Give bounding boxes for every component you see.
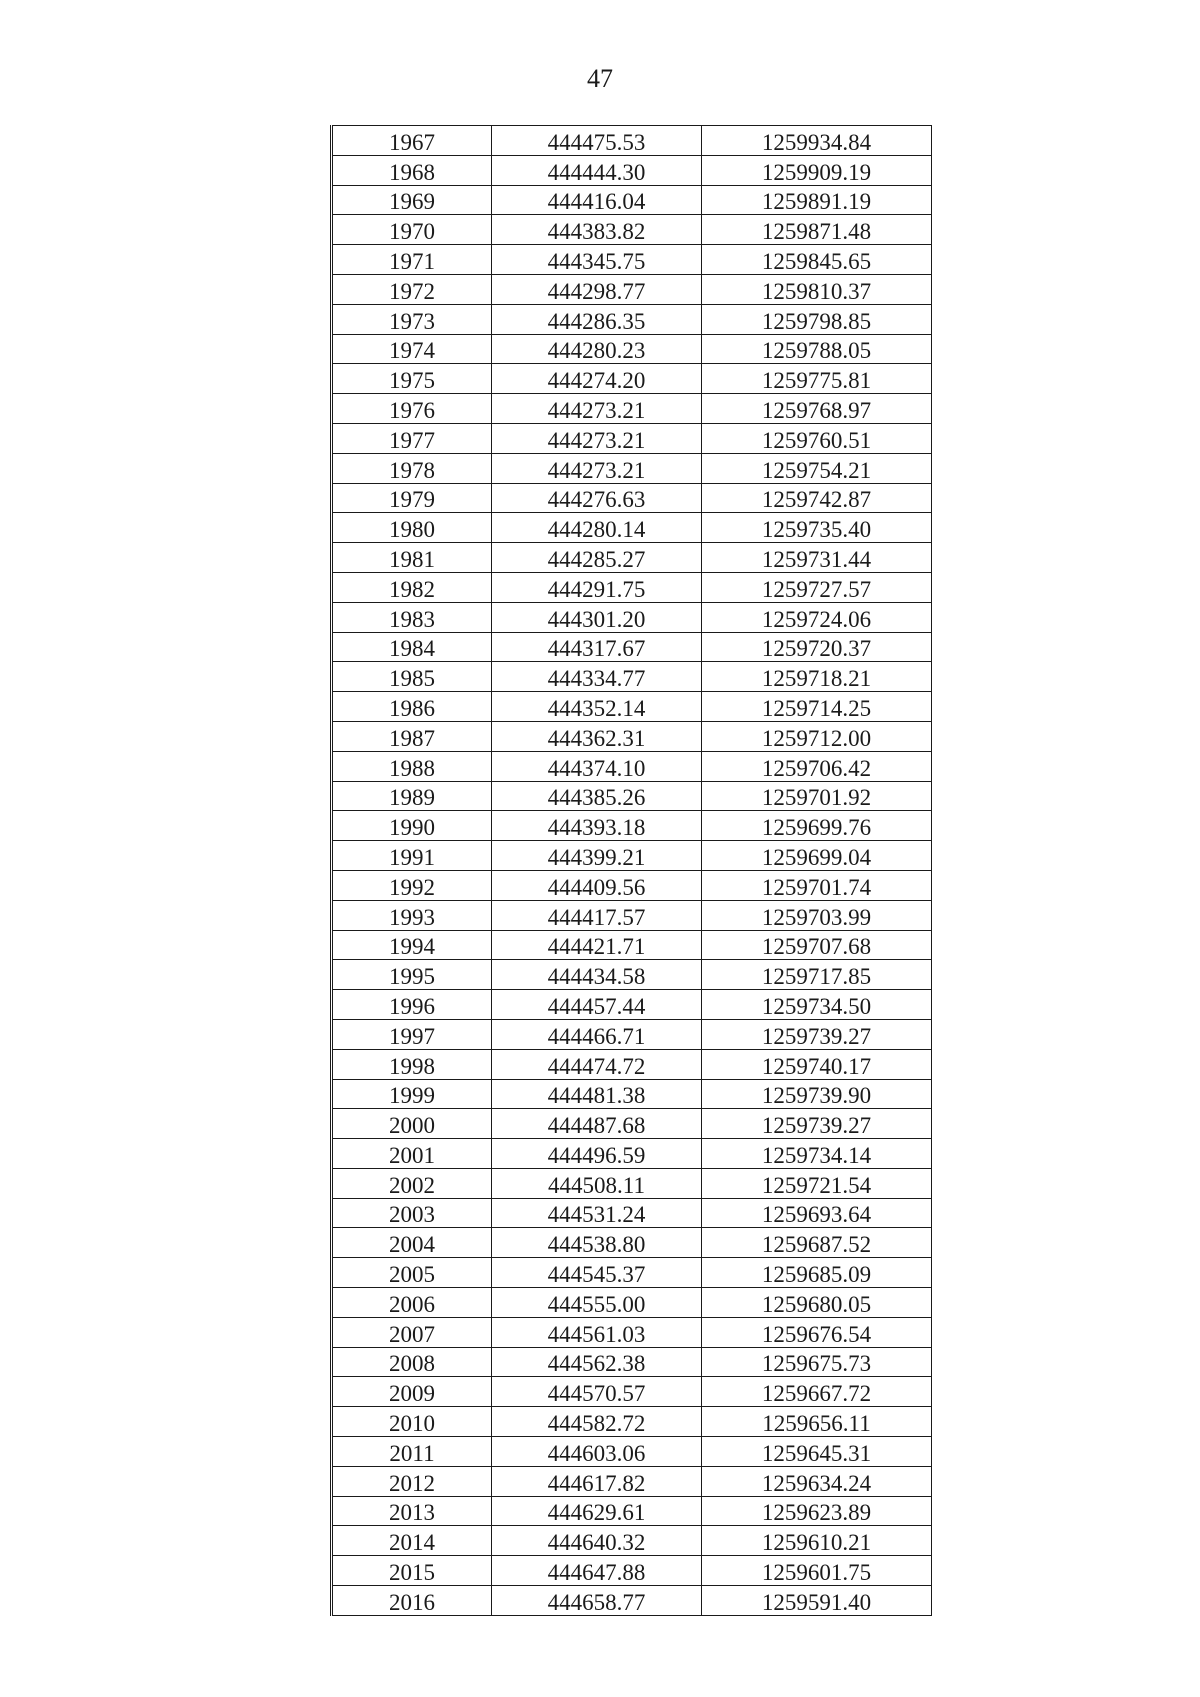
value-b-cell: 1259775.81 xyxy=(702,364,932,394)
value-a-cell: 444434.58 xyxy=(492,960,702,990)
year-cell: 1997 xyxy=(332,1019,492,1049)
table-row xyxy=(332,751,932,781)
year-cell: 1972 xyxy=(332,274,492,304)
value-a-cell: 444545.37 xyxy=(492,1258,702,1288)
table-row xyxy=(332,960,932,990)
year-cell: 1976 xyxy=(332,394,492,424)
table-row xyxy=(332,1168,932,1198)
value-a-cell: 444474.72 xyxy=(492,1049,702,1079)
table-row xyxy=(332,1347,932,1377)
year-cell: 1971 xyxy=(332,245,492,275)
value-a-cell: 444562.38 xyxy=(492,1347,702,1377)
table-row xyxy=(332,1377,932,1407)
year-cell: 1980 xyxy=(332,513,492,543)
value-a-cell: 444393.18 xyxy=(492,811,702,841)
value-b-cell: 1259685.09 xyxy=(702,1258,932,1288)
value-a-cell: 444317.67 xyxy=(492,632,702,662)
value-a-cell: 444466.71 xyxy=(492,1019,702,1049)
year-cell: 1995 xyxy=(332,960,492,990)
table-row xyxy=(332,721,932,751)
table-row xyxy=(332,334,932,364)
year-cell: 1990 xyxy=(332,811,492,841)
table-row xyxy=(332,1258,932,1288)
value-a-cell: 444417.57 xyxy=(492,900,702,930)
table-row xyxy=(332,185,932,215)
value-b-cell: 1259724.06 xyxy=(702,602,932,632)
year-cell: 2011 xyxy=(332,1437,492,1467)
table-row xyxy=(332,513,932,543)
table-row xyxy=(332,841,932,871)
value-b-cell: 1259676.54 xyxy=(702,1317,932,1347)
year-cell: 2000 xyxy=(332,1109,492,1139)
value-a-cell: 444617.82 xyxy=(492,1466,702,1496)
table-row xyxy=(332,304,932,334)
year-cell: 2012 xyxy=(332,1466,492,1496)
table-row xyxy=(332,1586,932,1616)
table-row xyxy=(332,781,932,811)
year-cell: 1983 xyxy=(332,602,492,632)
value-b-cell: 1259707.68 xyxy=(702,930,932,960)
value-b-cell: 1259891.19 xyxy=(702,185,932,215)
table-row xyxy=(332,394,932,424)
year-cell: 1979 xyxy=(332,483,492,513)
value-b-cell: 1259721.54 xyxy=(702,1168,932,1198)
value-b-cell: 1259667.72 xyxy=(702,1377,932,1407)
value-b-cell: 1259735.40 xyxy=(702,513,932,543)
year-cell: 2004 xyxy=(332,1228,492,1258)
year-cell: 1989 xyxy=(332,781,492,811)
year-cell: 1993 xyxy=(332,900,492,930)
table-row xyxy=(332,990,932,1020)
value-a-cell: 444582.72 xyxy=(492,1407,702,1437)
year-cell: 1974 xyxy=(332,334,492,364)
year-cell: 2016 xyxy=(332,1586,492,1616)
value-a-cell: 444301.20 xyxy=(492,602,702,632)
value-b-cell: 1259680.05 xyxy=(702,1288,932,1318)
value-a-cell: 444487.68 xyxy=(492,1109,702,1139)
year-cell: 1981 xyxy=(332,543,492,573)
table-row xyxy=(332,364,932,394)
value-a-cell: 444481.38 xyxy=(492,1079,702,1109)
table-row xyxy=(332,632,932,662)
table-row xyxy=(332,1407,932,1437)
table-row xyxy=(332,126,932,156)
value-b-cell: 1259739.27 xyxy=(702,1019,932,1049)
value-b-cell: 1259740.17 xyxy=(702,1049,932,1079)
value-b-cell: 1259720.37 xyxy=(702,632,932,662)
table-row xyxy=(332,811,932,841)
value-a-cell: 444629.61 xyxy=(492,1496,702,1526)
table-row xyxy=(332,1466,932,1496)
table-row xyxy=(332,692,932,722)
value-a-cell: 444362.31 xyxy=(492,721,702,751)
table-row xyxy=(332,245,932,275)
year-cell: 1998 xyxy=(332,1049,492,1079)
value-b-cell: 1259754.21 xyxy=(702,453,932,483)
value-b-cell: 1259717.85 xyxy=(702,960,932,990)
year-cell: 2009 xyxy=(332,1377,492,1407)
year-cell: 1985 xyxy=(332,662,492,692)
year-cell: 1996 xyxy=(332,990,492,1020)
year-cell: 1982 xyxy=(332,572,492,602)
value-b-cell: 1259693.64 xyxy=(702,1198,932,1228)
value-a-cell: 444640.32 xyxy=(492,1526,702,1556)
value-a-cell: 444603.06 xyxy=(492,1437,702,1467)
value-a-cell: 444555.00 xyxy=(492,1288,702,1318)
value-b-cell: 1259760.51 xyxy=(702,423,932,453)
table-row xyxy=(332,1317,932,1347)
value-a-cell: 444444.30 xyxy=(492,155,702,185)
table-row xyxy=(332,870,932,900)
value-b-cell: 1259845.65 xyxy=(702,245,932,275)
table-body xyxy=(332,126,932,1616)
value-a-cell: 444385.26 xyxy=(492,781,702,811)
year-cell: 1978 xyxy=(332,453,492,483)
value-b-cell: 1259706.42 xyxy=(702,751,932,781)
value-b-cell: 1259909.19 xyxy=(702,155,932,185)
year-cell: 2008 xyxy=(332,1347,492,1377)
table-row xyxy=(332,930,932,960)
value-b-cell: 1259734.50 xyxy=(702,990,932,1020)
value-b-cell: 1259703.99 xyxy=(702,900,932,930)
table-row xyxy=(332,274,932,304)
value-b-cell: 1259601.75 xyxy=(702,1556,932,1586)
table-row xyxy=(332,900,932,930)
value-a-cell: 444538.80 xyxy=(492,1228,702,1258)
year-cell: 2015 xyxy=(332,1556,492,1586)
value-b-cell: 1259742.87 xyxy=(702,483,932,513)
value-a-cell: 444285.27 xyxy=(492,543,702,573)
table-row xyxy=(332,453,932,483)
year-cell: 1986 xyxy=(332,692,492,722)
table-row xyxy=(332,1019,932,1049)
year-cell: 2003 xyxy=(332,1198,492,1228)
value-a-cell: 444374.10 xyxy=(492,751,702,781)
year-cell: 1973 xyxy=(332,304,492,334)
year-cell: 2013 xyxy=(332,1496,492,1526)
table-row xyxy=(332,543,932,573)
value-b-cell: 1259810.37 xyxy=(702,274,932,304)
table-row xyxy=(332,1526,932,1556)
table-row xyxy=(332,1109,932,1139)
value-b-cell: 1259610.21 xyxy=(702,1526,932,1556)
value-b-cell: 1259734.14 xyxy=(702,1139,932,1169)
year-cell: 1967 xyxy=(332,126,492,156)
year-cell: 2005 xyxy=(332,1258,492,1288)
value-b-cell: 1259591.40 xyxy=(702,1586,932,1616)
value-b-cell: 1259871.48 xyxy=(702,215,932,245)
year-cell: 2006 xyxy=(332,1288,492,1318)
table-row xyxy=(332,1437,932,1467)
year-cell: 1968 xyxy=(332,155,492,185)
value-a-cell: 444496.59 xyxy=(492,1139,702,1169)
value-b-cell: 1259727.57 xyxy=(702,572,932,602)
value-a-cell: 444508.11 xyxy=(492,1168,702,1198)
value-a-cell: 444291.75 xyxy=(492,572,702,602)
table-row xyxy=(332,1556,932,1586)
value-b-cell: 1259718.21 xyxy=(702,662,932,692)
value-a-cell: 444345.75 xyxy=(492,245,702,275)
table-row xyxy=(332,215,932,245)
table-row xyxy=(332,483,932,513)
year-cell: 2014 xyxy=(332,1526,492,1556)
value-a-cell: 444475.53 xyxy=(492,126,702,156)
value-b-cell: 1259687.52 xyxy=(702,1228,932,1258)
page-number: 47 xyxy=(587,64,613,93)
value-b-cell: 1259739.90 xyxy=(702,1079,932,1109)
value-a-cell: 444647.88 xyxy=(492,1556,702,1586)
value-a-cell: 444409.56 xyxy=(492,870,702,900)
value-a-cell: 444280.23 xyxy=(492,334,702,364)
year-cell: 2002 xyxy=(332,1168,492,1198)
value-a-cell: 444421.71 xyxy=(492,930,702,960)
value-a-cell: 444286.35 xyxy=(492,304,702,334)
year-cell: 1991 xyxy=(332,841,492,871)
value-b-cell: 1259645.31 xyxy=(702,1437,932,1467)
value-b-cell: 1259675.73 xyxy=(702,1347,932,1377)
year-cell: 1970 xyxy=(332,215,492,245)
table-row xyxy=(332,1198,932,1228)
value-b-cell: 1259731.44 xyxy=(702,543,932,573)
table-row xyxy=(332,155,932,185)
table-row xyxy=(332,1496,932,1526)
value-a-cell: 444298.77 xyxy=(492,274,702,304)
value-a-cell: 444457.44 xyxy=(492,990,702,1020)
value-a-cell: 444531.24 xyxy=(492,1198,702,1228)
value-a-cell: 444658.77 xyxy=(492,1586,702,1616)
value-b-cell: 1259934.84 xyxy=(702,126,932,156)
value-a-cell: 444352.14 xyxy=(492,692,702,722)
table-row xyxy=(332,1049,932,1079)
value-a-cell: 444561.03 xyxy=(492,1317,702,1347)
value-b-cell: 1259699.76 xyxy=(702,811,932,841)
data-table xyxy=(330,125,932,1616)
value-a-cell: 444273.21 xyxy=(492,394,702,424)
table-row xyxy=(332,1288,932,1318)
year-cell: 1975 xyxy=(332,364,492,394)
year-cell: 1994 xyxy=(332,930,492,960)
value-a-cell: 444274.20 xyxy=(492,364,702,394)
year-cell: 1977 xyxy=(332,423,492,453)
value-a-cell: 444273.21 xyxy=(492,453,702,483)
value-b-cell: 1259798.85 xyxy=(702,304,932,334)
value-a-cell: 444273.21 xyxy=(492,423,702,453)
year-cell: 2007 xyxy=(332,1317,492,1347)
year-cell: 2001 xyxy=(332,1139,492,1169)
value-b-cell: 1259634.24 xyxy=(702,1466,932,1496)
value-a-cell: 444280.14 xyxy=(492,513,702,543)
value-b-cell: 1259788.05 xyxy=(702,334,932,364)
value-a-cell: 444276.63 xyxy=(492,483,702,513)
value-a-cell: 444383.82 xyxy=(492,215,702,245)
value-b-cell: 1259739.27 xyxy=(702,1109,932,1139)
table-row xyxy=(332,1228,932,1258)
year-cell: 1984 xyxy=(332,632,492,662)
value-b-cell: 1259768.97 xyxy=(702,394,932,424)
year-cell: 2010 xyxy=(332,1407,492,1437)
table-row xyxy=(332,1139,932,1169)
value-a-cell: 444570.57 xyxy=(492,1377,702,1407)
data-table-container xyxy=(330,125,930,1616)
year-cell: 1992 xyxy=(332,870,492,900)
value-a-cell: 444399.21 xyxy=(492,841,702,871)
table-row xyxy=(332,423,932,453)
value-b-cell: 1259623.89 xyxy=(702,1496,932,1526)
value-b-cell: 1259712.00 xyxy=(702,721,932,751)
value-b-cell: 1259699.04 xyxy=(702,841,932,871)
year-cell: 1988 xyxy=(332,751,492,781)
value-a-cell: 444416.04 xyxy=(492,185,702,215)
value-b-cell: 1259701.92 xyxy=(702,781,932,811)
year-cell: 1969 xyxy=(332,185,492,215)
value-b-cell: 1259714.25 xyxy=(702,692,932,722)
value-a-cell: 444334.77 xyxy=(492,662,702,692)
table-row xyxy=(332,602,932,632)
table-row xyxy=(332,572,932,602)
table-row xyxy=(332,1079,932,1109)
table-row xyxy=(332,662,932,692)
value-b-cell: 1259656.11 xyxy=(702,1407,932,1437)
value-b-cell: 1259701.74 xyxy=(702,870,932,900)
year-cell: 1999 xyxy=(332,1079,492,1109)
year-cell: 1987 xyxy=(332,721,492,751)
